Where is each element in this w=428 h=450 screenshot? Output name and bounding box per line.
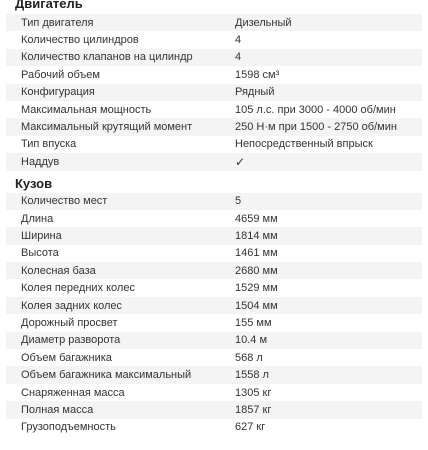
- spec-row-length: [6, 210, 422, 227]
- spec-value: 1857 кг: [235, 403, 272, 416]
- spec-label: Тип впуска: [21, 138, 77, 151]
- spec-label: Колесная база: [21, 264, 96, 277]
- spec-label: Количество мест: [21, 195, 108, 208]
- spec-value: 1814 мм: [235, 229, 278, 242]
- spec-value: 4659 мм: [235, 212, 278, 225]
- spec-value: 1598 см³: [235, 68, 280, 81]
- spec-row-trunk-volume: [6, 349, 422, 366]
- spec-value: 4: [235, 51, 242, 64]
- spec-label: Объем багажника максимальный: [21, 369, 192, 382]
- spec-label: Конфигурация: [21, 86, 95, 99]
- spec-row-wheelbase: [6, 262, 422, 279]
- spec-value: 1305 кг: [235, 386, 272, 399]
- spec-row-max-torque: [6, 118, 422, 135]
- spec-label: Дорожный просвет: [21, 316, 118, 329]
- spec-row-turbo: [6, 153, 422, 170]
- spec-row-front-track: [6, 279, 422, 296]
- spec-label: Длина: [21, 212, 54, 225]
- spec-value: 1461 мм: [235, 247, 278, 260]
- spec-label: Тип двигателя: [21, 16, 94, 29]
- spec-value: 250 Н·м при 1500 - 2750 об/мин: [235, 121, 397, 134]
- spec-row-engine-type: [6, 14, 422, 31]
- engine-section-title: Двигатель: [15, 0, 83, 11]
- spec-row-trunk-volume-max: [6, 366, 422, 383]
- spec-row-width: [6, 227, 422, 244]
- spec-value: Непосредственный впрыск: [235, 138, 373, 151]
- spec-value: 105 л.с. при 3000 - 4000 об/мин: [235, 103, 396, 116]
- spec-row-valves-per-cylinder: [6, 49, 422, 66]
- spec-label: Ширина: [21, 229, 62, 242]
- spec-value: 627 кг: [235, 421, 266, 434]
- spec-label: Полная масса: [21, 403, 94, 416]
- spec-label: Объем багажника: [21, 351, 112, 364]
- spec-label: Грузоподъемность: [21, 421, 116, 434]
- spec-value: 4: [235, 34, 242, 47]
- body-section: [0, 176, 428, 436]
- spec-label: Рабочий объем: [21, 68, 100, 81]
- spec-value: 10.4 м: [235, 334, 268, 347]
- spec-label: Снаряженная масса: [21, 386, 125, 399]
- spec-row-ground-clearance: [6, 314, 422, 331]
- spec-value: 5: [235, 195, 242, 208]
- spec-row-max-power: [6, 101, 422, 118]
- spec-label: Колея передних колес: [21, 282, 135, 295]
- spec-row-intake-type: [6, 136, 422, 153]
- spec-label: Диаметр разворота: [21, 334, 121, 347]
- spec-row-gross-weight: [6, 401, 422, 418]
- spec-row-cylinders: [6, 31, 422, 48]
- spec-row-seats: [6, 193, 422, 210]
- spec-row-configuration: [6, 84, 422, 101]
- spec-value: 1529 мм: [235, 282, 278, 295]
- spec-value: 2680 мм: [235, 264, 278, 277]
- spec-label: Колея задних колес: [21, 299, 123, 312]
- spec-label: Максимальный крутящий момент: [21, 121, 193, 134]
- spec-row-curb-weight: [6, 384, 422, 401]
- spec-value: 1558 л: [235, 369, 269, 382]
- spec-value: Дизельный: [235, 16, 292, 29]
- spec-value: 155 мм: [235, 316, 272, 329]
- checkmark-icon: ✓: [235, 154, 246, 169]
- spec-label: Наддув: [21, 155, 60, 168]
- spec-row-turning-diameter: [6, 332, 422, 349]
- spec-label: Максимальная мощность: [21, 103, 152, 116]
- engine-section: [0, 0, 428, 171]
- spec-row-rear-track: [6, 297, 422, 314]
- spec-row-height: [6, 245, 422, 262]
- spec-label: Количество цилиндров: [21, 34, 139, 47]
- spec-row-payload: [6, 419, 422, 436]
- spec-label: Количество клапанов на цилиндр: [21, 51, 193, 64]
- spec-row-displacement: [6, 66, 422, 83]
- spec-value: 568 л: [235, 351, 263, 364]
- engine-spec-table: [0, 14, 428, 171]
- spec-value: 1504 мм: [235, 299, 278, 312]
- spec-value: Рядный: [235, 86, 275, 99]
- spec-label: Высота: [21, 247, 59, 260]
- body-section-title: Кузов: [15, 175, 53, 191]
- body-spec-table: [0, 193, 428, 436]
